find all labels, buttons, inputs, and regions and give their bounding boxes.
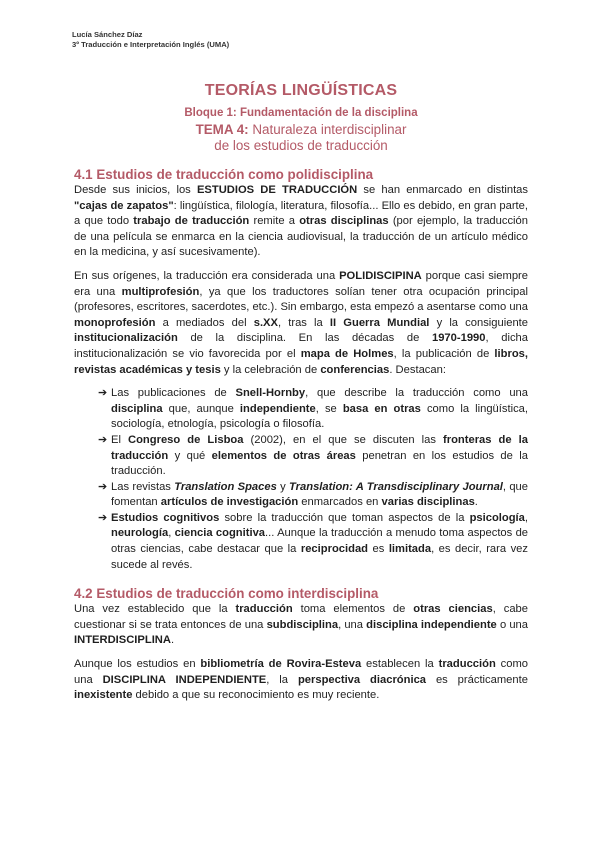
emphasis: otras disciplinas — [299, 215, 389, 228]
list-item — [98, 480, 528, 511]
list-item — [98, 386, 528, 433]
page-header — [72, 30, 528, 50]
emphasis: "cajas de zapatos" — [74, 199, 174, 212]
emphasis: monoprofesión — [74, 316, 156, 329]
emphasis: reciprocidad — [300, 543, 369, 556]
list-item-text: Estudios cognitivos sobre la traducción que toman aspectos de la psicología, neurología, ciencia cognitiva... Aunque la traducción a menudo toma aspectos de otras ciencias, cabe destacar que la reciprocidad es limitada, es decir, rara vez sucede al revés. — [111, 511, 529, 571]
emphasis: multiprofesión — [121, 285, 200, 298]
emphasis: 1970-1990 — [431, 332, 486, 345]
section-heading-4-1: 4.1 Estudios de traducción como polidisciplina — [74, 167, 374, 182]
emphasis: institucionalización — [74, 332, 178, 345]
emphasis: psicología — [469, 511, 525, 524]
paragraph: Desde sus inicios, los ESTUDIOS DE TRADUCCIÓN se han enmarcado en distintas "cajas de zapatos": lingüística, filología, literatura, filosofía... Ello es debido, en gran parte, a que todo trabajo de traducción remite a otras disciplinas (por ejemplo, la traducción de una película se enmarca en la ciencia audiovisual, la traducción de un artículo médico en la medicina, y así sucesivamente). — [74, 184, 529, 259]
emphasis: trabajo de traducción — [133, 215, 250, 228]
emphasis: inexistente — [74, 689, 133, 702]
emphasis: neurología — [111, 527, 169, 540]
author-name: Lucía Sánchez Díaz — [72, 30, 143, 39]
emphasis: fronteras de la traducción — [111, 433, 528, 462]
emphasis: libros, revistas académicas y tesis — [74, 347, 528, 376]
tema-heading — [74, 122, 528, 154]
emphasis: s.XX — [253, 316, 278, 329]
tema-line1: Naturaleza interdisciplinar — [248, 122, 407, 137]
emphasis: artículos de investigación — [160, 496, 299, 509]
arrow-right-icon: ➔ — [98, 387, 108, 400]
emphasis: basa en otras — [342, 402, 421, 415]
emphasis: DISCIPLINA INDEPENDIENTE — [102, 673, 267, 686]
emphasis: II Guerra Mundial — [329, 316, 430, 329]
emphasis: independiente — [239, 402, 316, 415]
emphasis: Estudios cognitivos — [111, 511, 220, 524]
paragraph: Una vez establecido que la traducción toma elementos de otras ciencias, cabe cuestionar si se trata entonces de una subdisciplina, una disciplina independiente o una INTERDISCIPLINA. — [74, 603, 528, 647]
emphasis: mapa de Holmes — [300, 347, 394, 360]
emphasis: disciplina — [111, 402, 163, 415]
course-name: 3º Traducción e Interpretación Inglés (UMA) — [72, 40, 230, 49]
emphasis: otras ciencias — [413, 603, 493, 616]
list-item-text: Las revistas Translation Spaces y Translation: A Transdisciplinary Journal, que fomentan artículos de investigación enmarcados en varias disciplinas. — [111, 480, 528, 509]
list-item — [98, 433, 528, 480]
list-item-text: El Congreso de Lisboa (2002), en el que se discuten las fronteras de la traducción y qué elementos de otras áreas penetran en los estudios de la traducción. — [111, 433, 528, 478]
emphasis: bibliometría de Rovira-Esteva — [200, 658, 362, 671]
bullet-list — [74, 386, 528, 573]
emphasis: ESTUDIOS DE TRADUCCIÓN — [196, 184, 358, 196]
paragraph: Aunque los estudios en bibliometría de Rovira-Esteva establecen la traducción como una DISCIPLINA INDEPENDIENTE, la perspectiva diacrónica es prácticamente inexistente debido a que su reconocimiento es muy reciente. — [74, 658, 529, 702]
emphasis: subdisciplina — [266, 618, 339, 631]
tema-label: TEMA 4: — [195, 122, 249, 137]
emphasis: Congreso de Lisboa — [128, 433, 244, 446]
section-heading-4-2: 4.2 Estudios de traducción como interdisciplina — [74, 586, 379, 602]
emphasis: Snell-Hornby — [235, 387, 306, 400]
emphasis: limitada — [388, 543, 432, 556]
emphasis: ciencia cognitiva — [174, 527, 266, 540]
arrow-right-icon: ➔ — [98, 480, 108, 493]
tema-line2: de los estudios de traducción — [214, 138, 388, 153]
emphasis: disciplina independiente — [366, 618, 497, 631]
emphasis: traducción — [235, 603, 293, 616]
emphasis: elementos de otras áreas — [211, 449, 356, 462]
emphasis: varias disciplinas — [381, 496, 475, 509]
document-title: TEORÍAS LINGÜÍSTICAS — [204, 82, 398, 99]
paragraph: En sus orígenes, la traducción era considerada una POLIDISCIPINA porque casi siempre era una multiprofesión, ya que los traductores solían tener otra ocupación principal (profesores, escritores, sacerdotes, etc.). Sin embargo, esta empezó a asentarse como una monoprofesión a mediados del s.XX, tras la II Guerra Mundial y la consiguiente institucionalización de la disciplina. En las décadas de 1970-1990, dicha institucionalización se vio favorecida por el mapa de Holmes, la publicación de libros, revistas académicas y tesis y la celebración de conferencias. Destacan: — [74, 269, 528, 376]
arrow-right-icon: ➔ — [98, 433, 108, 446]
emphasis: POLIDISCIPINA — [339, 269, 422, 282]
emphasis: Translation: A Transdisciplinary Journal — [289, 480, 503, 493]
emphasis: Translation Spaces — [174, 480, 277, 493]
emphasis: conferencias — [320, 363, 390, 376]
emphasis: perspectiva diacrónica — [297, 673, 427, 686]
list-item — [98, 511, 528, 573]
list-item-text: Las publicaciones de Snell-Hornby, que describe la traducción como una disciplina que, aunque independiente, se basa en otras como la lingüística, sociología, etnología, psicología o filosofía. — [111, 387, 528, 431]
block-subtitle: Bloque 1: Fundamentación de la disciplina — [184, 107, 418, 119]
emphasis: traducción — [438, 658, 496, 671]
emphasis: INTERDISCIPLINA — [74, 634, 171, 647]
arrow-right-icon: ➔ — [98, 511, 108, 524]
